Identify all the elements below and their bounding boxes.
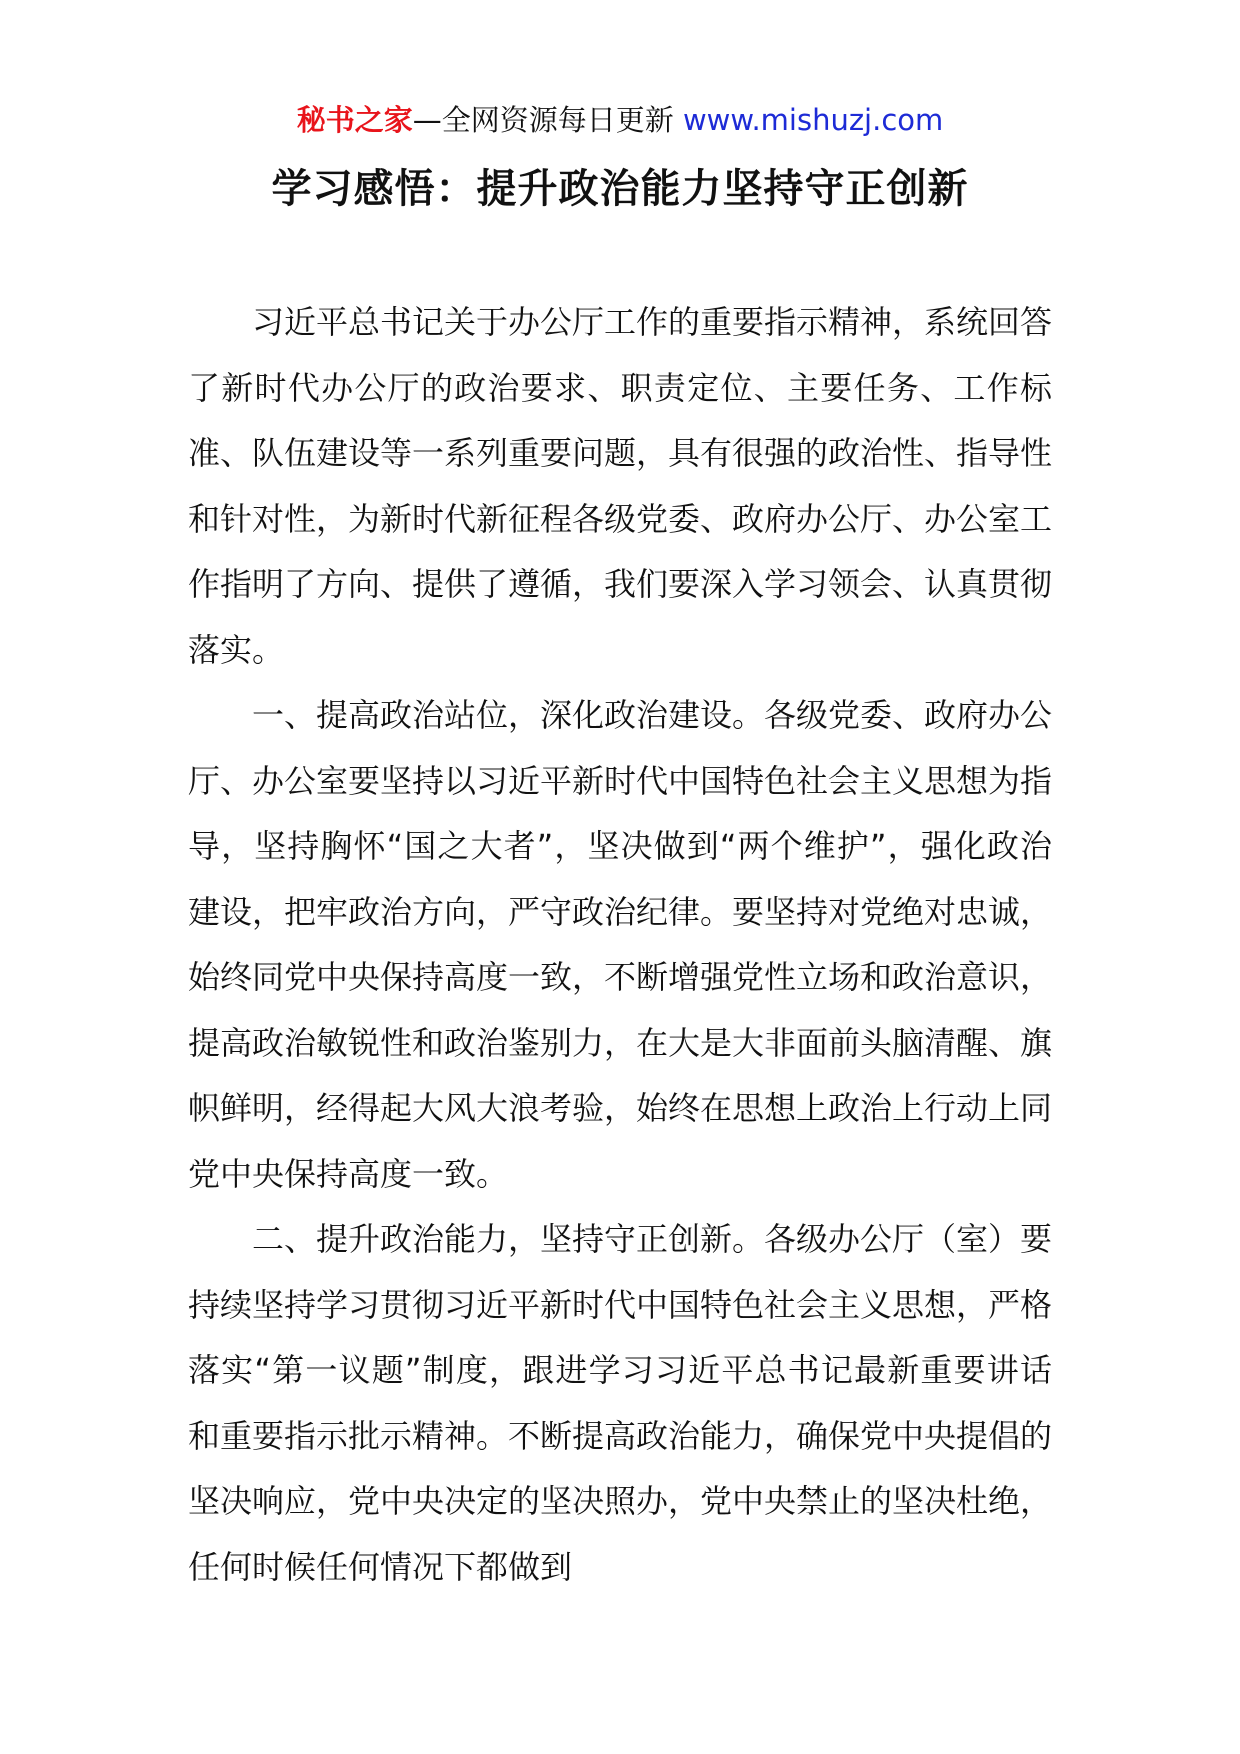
paragraph-section-one: 一、提高政治站位，深化政治建设。各级党委、政府办公厅、办公室要坚持以习近平新时代中国特色社会主义思想为指导，坚持胸怀“国之大者”，坚决做到“两个维护”，强化政治建设，把牢政治方向，严守政治纪律。要坚持对党绝对忠诚，始终同党中央保持高度一致，不断增强党性立场和政治意识，提高政治敏锐性和政治鉴别力，在大是大非面前头脑清醒、旗帜鲜明，经得起大风大浪考验，始终在思想上政治上行动上同党中央保持高度一致。	[188, 696, 1053, 1193]
site-brand: 秘书之家	[296, 103, 413, 137]
document-title: 学习感悟：提升政治能力坚持守正创新	[271, 166, 969, 212]
paragraph-intro: 习近平总书记关于办公厅工作的重要指示精神，系统回答了新时代办公厅的政治要求、职责定位、主要任务、工作标准、队伍建设等一系列重要问题，具有很强的政治性、指导性和针对性，为新时代新征程各级党委、政府办公厅、办公室工作指明了方向、提供了遵循，我们要深入学习领会、认真贯彻落实。	[188, 303, 1053, 669]
site-url-link[interactable]: www.mishuzj.com	[682, 103, 944, 137]
paragraph-section-two: 二、提升政治能力，坚持守正创新。各级办公厅（室）要持续坚持学习贯彻习近平新时代中国特色社会主义思想，严格落实“第一议题”制度，跟进学习习近平总书记最新重要讲话和重要指示批示精神。不断提高政治能力，确保党中央提倡的坚决响应，党中央决定的坚决照办，党中央禁止的坚决杜绝，任何时候任何情况下都做到	[188, 1220, 1053, 1586]
site-header	[0, 100, 1240, 140]
site-slogan: —全网资源每日更新	[412, 103, 674, 137]
document-body	[188, 290, 1052, 1600]
